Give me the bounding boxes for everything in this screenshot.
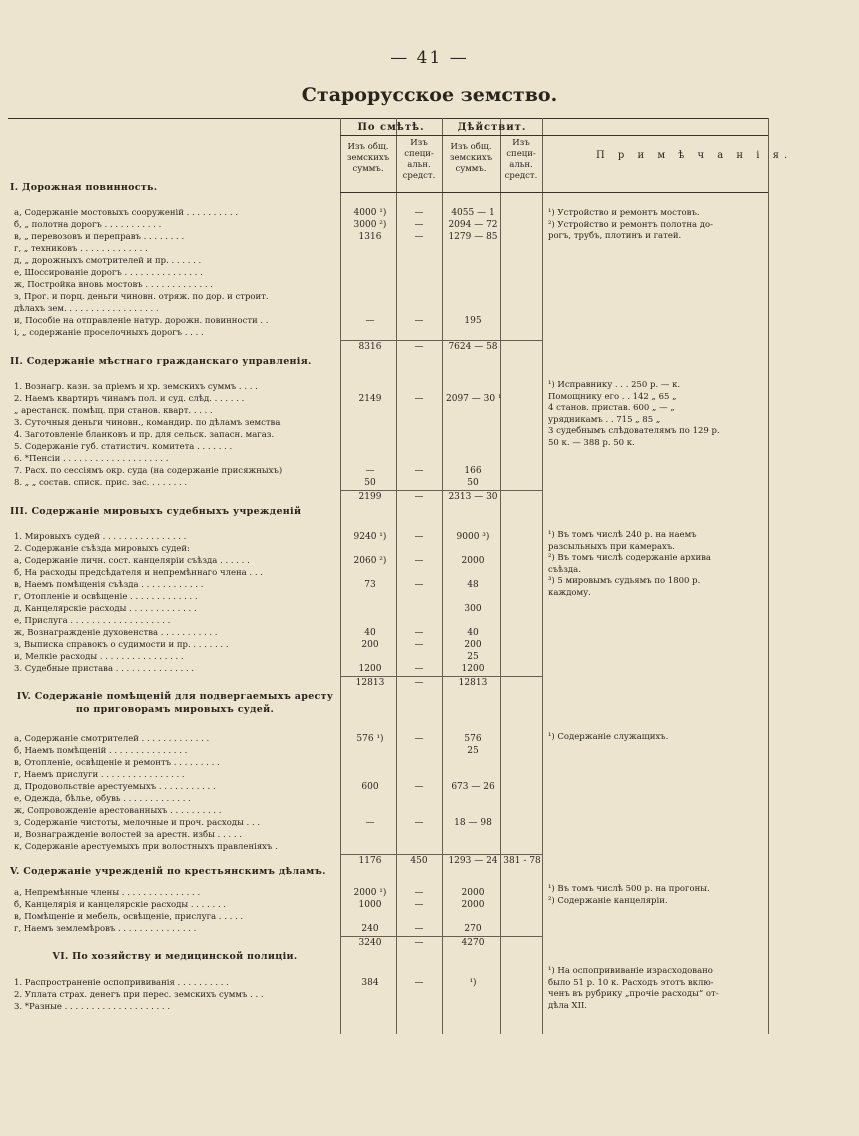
item-value: 4000 ¹) [353, 208, 387, 218]
item-value: 576 [464, 734, 482, 744]
section-total: 7624 — 58 [448, 342, 498, 352]
note-line: каждому. [548, 587, 591, 598]
item-value: — [414, 900, 424, 910]
note-line: было 51 р. 10 к. Расходъ этотъ вклю- [548, 977, 714, 988]
item-value: 18 — 98 [454, 818, 492, 828]
item-value: 2000 [461, 556, 485, 566]
note-line: ¹) На оспопрививаніе израсходовано [548, 966, 713, 976]
item-value: 1279 — 85 [448, 232, 498, 242]
note-line: рогъ, трубъ, плотинъ и гатей. [548, 231, 682, 241]
item-value: — [414, 394, 424, 404]
column-rule [442, 118, 443, 1034]
item-value: — [414, 978, 424, 988]
item-label: з, Содержаніе чистоты, мелочные и проч. расходы . . . [14, 818, 261, 828]
note-line: ²) Устройство и ремонтъ полотна до- [548, 219, 714, 230]
page-number: — 41 — [390, 48, 469, 68]
item-value: 2094 — 72 [448, 220, 498, 230]
item-value: 2000 [461, 900, 485, 910]
column-rule [768, 118, 769, 1034]
column-rule [340, 118, 341, 1034]
item-value: 200 [361, 640, 379, 650]
section-total: 2199 [358, 492, 382, 502]
section-title: II. Содержаніе мѣстнаго гражданскаго управленія. [10, 356, 312, 367]
item-value: — [414, 220, 424, 230]
item-value: 2097 — 30 ¹ [446, 394, 502, 404]
item-value: 1200 [461, 664, 485, 674]
section-total: 2313 — 30 [448, 492, 498, 502]
item-label: 6. *Пенсіи . . . . . . . . . . . . . . . . . . . . [14, 454, 169, 464]
item-value: 4055 — 1 [451, 208, 495, 218]
item-label: и, Пособіе на отправленіе натур. дорожн. повинности . . [14, 316, 269, 326]
item-value: 240 [361, 924, 379, 934]
header-spec-smeta: Изъ специ- альн. средст. [402, 138, 436, 181]
item-label: ж, Постройка вновь мостовъ . . . . . . . . . . . . . [14, 280, 213, 290]
section-title: III. Содержаніе мировыхъ судебныхъ учрежденій [10, 506, 302, 517]
section-total: 12813 [458, 678, 488, 688]
item-label: 1. Мировыхъ судей . . . . . . . . . . . . . . . . [14, 532, 187, 542]
item-value: — [414, 208, 424, 218]
item-value: 2000 ¹) [353, 888, 387, 898]
item-label: 2. Наемъ квартиръ чинамъ пол. и суд. слѣд. . . . . . . [14, 394, 245, 404]
item-value: 25 [467, 652, 479, 662]
total-rule [340, 340, 542, 341]
section-total: — [414, 678, 424, 688]
item-label: в, „ перевозовъ и переправъ . . . . . . . . [14, 232, 185, 242]
note-line: ¹) Исправнику . . . 250 р. — к. [548, 380, 681, 390]
note-line: ченъ въ рубрику „прочіе расходы“ от- [548, 989, 719, 999]
item-label: и, Вознагражденіе волостей за арестн. избы . . . . . [14, 830, 242, 840]
section-total: 8316 [358, 342, 382, 352]
item-value: 73 [364, 580, 376, 590]
section-title: VI. По хозяйству и медицинской полиціи. [52, 951, 298, 962]
item-value: 270 [464, 924, 482, 934]
item-label: б, Канцелярія и канцелярскіе расходы . . . . . . . [14, 900, 226, 910]
note-line: ¹) Въ томъ числѣ 240 р. на наемъ [548, 530, 697, 540]
note-line: ¹) Устройство и ремонтъ мостовъ. [548, 208, 700, 218]
item-label: г, Наемъ прислуги . . . . . . . . . . . . . . . . [14, 770, 185, 780]
column-rule [500, 118, 501, 1034]
item-label: г, „ техниковъ . . . . . . . . . . . . . [14, 244, 148, 254]
item-label: г, Отопленіе и освѣщеніе . . . . . . . . . . . . . [14, 592, 198, 602]
item-label: б, „ полотна дорогъ . . . . . . . . . . . [14, 220, 162, 230]
item-value: 48 [467, 580, 479, 590]
item-value: — [365, 316, 375, 326]
header-spec-deistvit: Изъ специ- альн. средст. [504, 138, 538, 181]
item-label: 3. *Разные . . . . . . . . . . . . . . . . . . . . [14, 1002, 171, 1012]
item-label: а, Содержаніе личн. сост. канцеляріи съѣзда . . . . . . [14, 556, 250, 566]
note-line: 50 к. — 388 р. 50 к. [548, 437, 635, 448]
total-rule [340, 854, 542, 855]
header-rule [340, 192, 768, 193]
item-value: — [414, 556, 424, 566]
section-total: 12813 [355, 678, 385, 688]
item-label: и, Мелкіе расходы . . . . . . . . . . . . . . . . [14, 652, 184, 662]
item-value: — [414, 232, 424, 242]
item-value: 600 [361, 782, 379, 792]
item-value: — [365, 466, 375, 476]
item-value: — [414, 664, 424, 674]
item-label: в, Помѣщеніе и мебель, освѣщеніе, прислуга . . . . . [14, 912, 244, 922]
section-title: I. Дорожная повинность. [10, 182, 158, 193]
item-value: 2060 ²) [353, 556, 387, 566]
item-value: 2000 [461, 888, 485, 898]
item-label: „ арестанск. помѣщ. при станов. кварт. . . . . [14, 406, 213, 416]
item-label: з, Выписка справокъ о судимости и пр. . . . . . . . [14, 640, 229, 650]
item-value: — [414, 888, 424, 898]
item-value: — [414, 640, 424, 650]
item-label: і, „ содержаніе проселочныхъ дорогъ . . . . [14, 328, 204, 338]
item-value: 9000 ³) [456, 532, 490, 542]
item-label: 1. Распространеніе оспопрививанія . . . . . . . . . . [14, 978, 229, 988]
item-label: дѣлахъ зем. . . . . . . . . . . . . . . . . . [14, 304, 159, 314]
item-value: 50 [467, 478, 479, 488]
item-label: 7. Расх. по сессіямъ окр. суда (на содержаніе присяжныхъ) [14, 466, 283, 476]
section-title: V. Содержаніе учрежденій по крестьянскимъ дѣламъ. [10, 866, 326, 877]
note-line: съѣзда. [548, 564, 581, 575]
section-total: — [414, 938, 424, 948]
item-label: к, Содержаніе арестуемыхъ при волостныхъ правленіяхъ . [14, 842, 278, 852]
item-label: 8. „ „ состав. списк. прис. зас. . . . . . . . [14, 478, 188, 488]
section-total: 381 - 78 [503, 856, 541, 866]
note-line: ¹) Въ томъ числѣ 500 р. на прогоны. [548, 884, 710, 894]
header-notes: П р и м ѣ ч а н і я. [596, 150, 793, 161]
item-label: 3. Судебные пристава . . . . . . . . . . . . . . . [14, 664, 195, 674]
item-value: 673 — 26 [451, 782, 495, 792]
item-label: а, Содержаніе смотрителей . . . . . . . . . . . . . [14, 734, 210, 744]
header-obsch-deistvit: Изъ общ. земскихъ суммъ. [449, 142, 493, 174]
total-rule [340, 936, 542, 937]
note-line: разсыльныхъ при камерахъ. [548, 541, 675, 552]
section-total: 4270 [461, 938, 485, 948]
item-label: г, Наемъ землемѣровъ . . . . . . . . . . . . . . . [14, 924, 197, 934]
note-line: урядникамъ . . 715 „ 85 „ [548, 414, 661, 425]
item-label: з, Прог. и порц. деньги чиновн. отряж. по дор. и строит. [14, 292, 269, 302]
note-line: ¹) Содержаніе служащихъ. [548, 732, 669, 742]
item-value: 25 [467, 746, 479, 756]
column-rule [396, 118, 397, 1034]
section-total: 450 [410, 856, 428, 866]
item-value: 1316 [358, 232, 382, 242]
item-label: ж, Вознагражденіе духовенства . . . . . . . . . . . [14, 628, 218, 638]
item-label: д, Канцелярскіе расходы . . . . . . . . . . . . . [14, 604, 197, 614]
note-line: ³) 5 мировымъ судьямъ по 1800 р. [548, 576, 701, 586]
page-title: Старорусское земство. [301, 84, 558, 106]
note-line: 3 судебнымъ слѣдователямъ по 129 р. [548, 426, 720, 436]
note-line: 4 станов. пристав. 600 „ — „ [548, 403, 675, 413]
item-value: 195 [464, 316, 482, 326]
item-value: 3000 ²) [353, 220, 387, 230]
item-value: — [365, 818, 375, 828]
item-value: — [414, 532, 424, 542]
total-rule [340, 490, 542, 491]
item-label: в, Наемъ помѣщенія съѣзда . . . . . . . . . . . . [14, 580, 204, 590]
item-value: 1000 [358, 900, 382, 910]
note-line: Помощнику его . . 142 „ 65 „ [548, 391, 677, 402]
item-value: 40 [364, 628, 376, 638]
item-label: б, Наемъ помѣщеній . . . . . . . . . . . . . . . [14, 746, 188, 756]
section-total: 1293 — 24 [448, 856, 498, 866]
item-value: 166 [464, 466, 482, 476]
section-total: 1176 [358, 856, 382, 866]
item-label: д, „ дорожныхъ смотрителей и пр. . . . . . . [14, 256, 202, 266]
item-label: ж, Сопровожденіе арестованныхъ . . . . . . . . . . [14, 806, 222, 816]
item-value: 9240 ¹) [353, 532, 387, 542]
section-total: — [414, 492, 424, 502]
item-label: а, Содержаніе мостовыхъ сооруженій . . . . . . . . . . [14, 208, 238, 218]
item-value: — [414, 628, 424, 638]
item-label: е, Прислуга . . . . . . . . . . . . . . . . . . . [14, 616, 171, 626]
item-value: — [414, 818, 424, 828]
item-label: б, На расходы предсѣдателя и непремѣннаго члена . . . [14, 568, 263, 578]
item-value: ¹) [469, 978, 477, 988]
item-label: е, Одежда, бѣлье, обувь . . . . . . . . . . . . . [14, 794, 191, 804]
item-value: 300 [464, 604, 482, 614]
item-label: 3. Суточныя деньги чиновн., командир. по дѣламъ земства [14, 418, 281, 428]
item-value: 384 [361, 978, 379, 988]
header-deistvit: Дѣйствит. [457, 122, 527, 133]
note-line: ²) Содержаніе канцеляріи. [548, 895, 668, 906]
item-value: 2149 [358, 394, 382, 404]
item-value: 200 [464, 640, 482, 650]
header-po-smete: По смѣтѣ. [357, 122, 425, 133]
item-value: — [414, 316, 424, 326]
item-label: в, Отопленіе, освѣщеніе и ремонтъ . . . . . . . . . [14, 758, 220, 768]
note-line: ²) Въ томъ числѣ содержаніе архива [548, 553, 712, 563]
note-line: дѣла XII. [548, 1000, 587, 1011]
item-value: — [414, 782, 424, 792]
item-value: 576 ¹) [356, 734, 384, 744]
item-value: 1200 [358, 664, 382, 674]
item-value: — [414, 466, 424, 476]
section-title: IV. Содержаніе помѣщеній для подвергаемыхъ аресту по приговорамъ мировыхъ судей. [16, 691, 334, 715]
item-value: 40 [467, 628, 479, 638]
item-label: 2. Уплата страх. денегъ при перес. земскихъ суммъ . . . [14, 990, 264, 1000]
section-total: — [414, 342, 424, 352]
item-label: 1. Вознагр. казн. за пріемъ и хр. земскихъ суммъ . . . . [14, 382, 258, 392]
item-label: е, Шоссированіе дорогъ . . . . . . . . . . . . . . . [14, 268, 203, 278]
item-label: 5. Содержаніе губ. статистич. комитета . . . . . . . [14, 442, 233, 452]
item-value: — [414, 734, 424, 744]
item-value: 50 [364, 478, 376, 488]
item-label: 2. Содержаніе съѣзда мировыхъ судей: [14, 544, 190, 554]
header-obsch-smeta: Изъ общ. земскихъ суммъ. [346, 142, 390, 174]
item-label: 4. Заготовленіе бланковъ и пр. для сельск. запасн. магаз. [14, 430, 275, 440]
column-rule [542, 118, 543, 1034]
item-value: — [414, 924, 424, 934]
item-label: а, Непремѣнные члены . . . . . . . . . . . . . . . [14, 888, 201, 898]
item-label: д, Продовольствіе арестуемыхъ . . . . . . . . . . . [14, 782, 216, 792]
header-rule [340, 135, 768, 136]
section-total: 3240 [358, 938, 382, 948]
item-value: — [414, 580, 424, 590]
total-rule [340, 676, 542, 677]
